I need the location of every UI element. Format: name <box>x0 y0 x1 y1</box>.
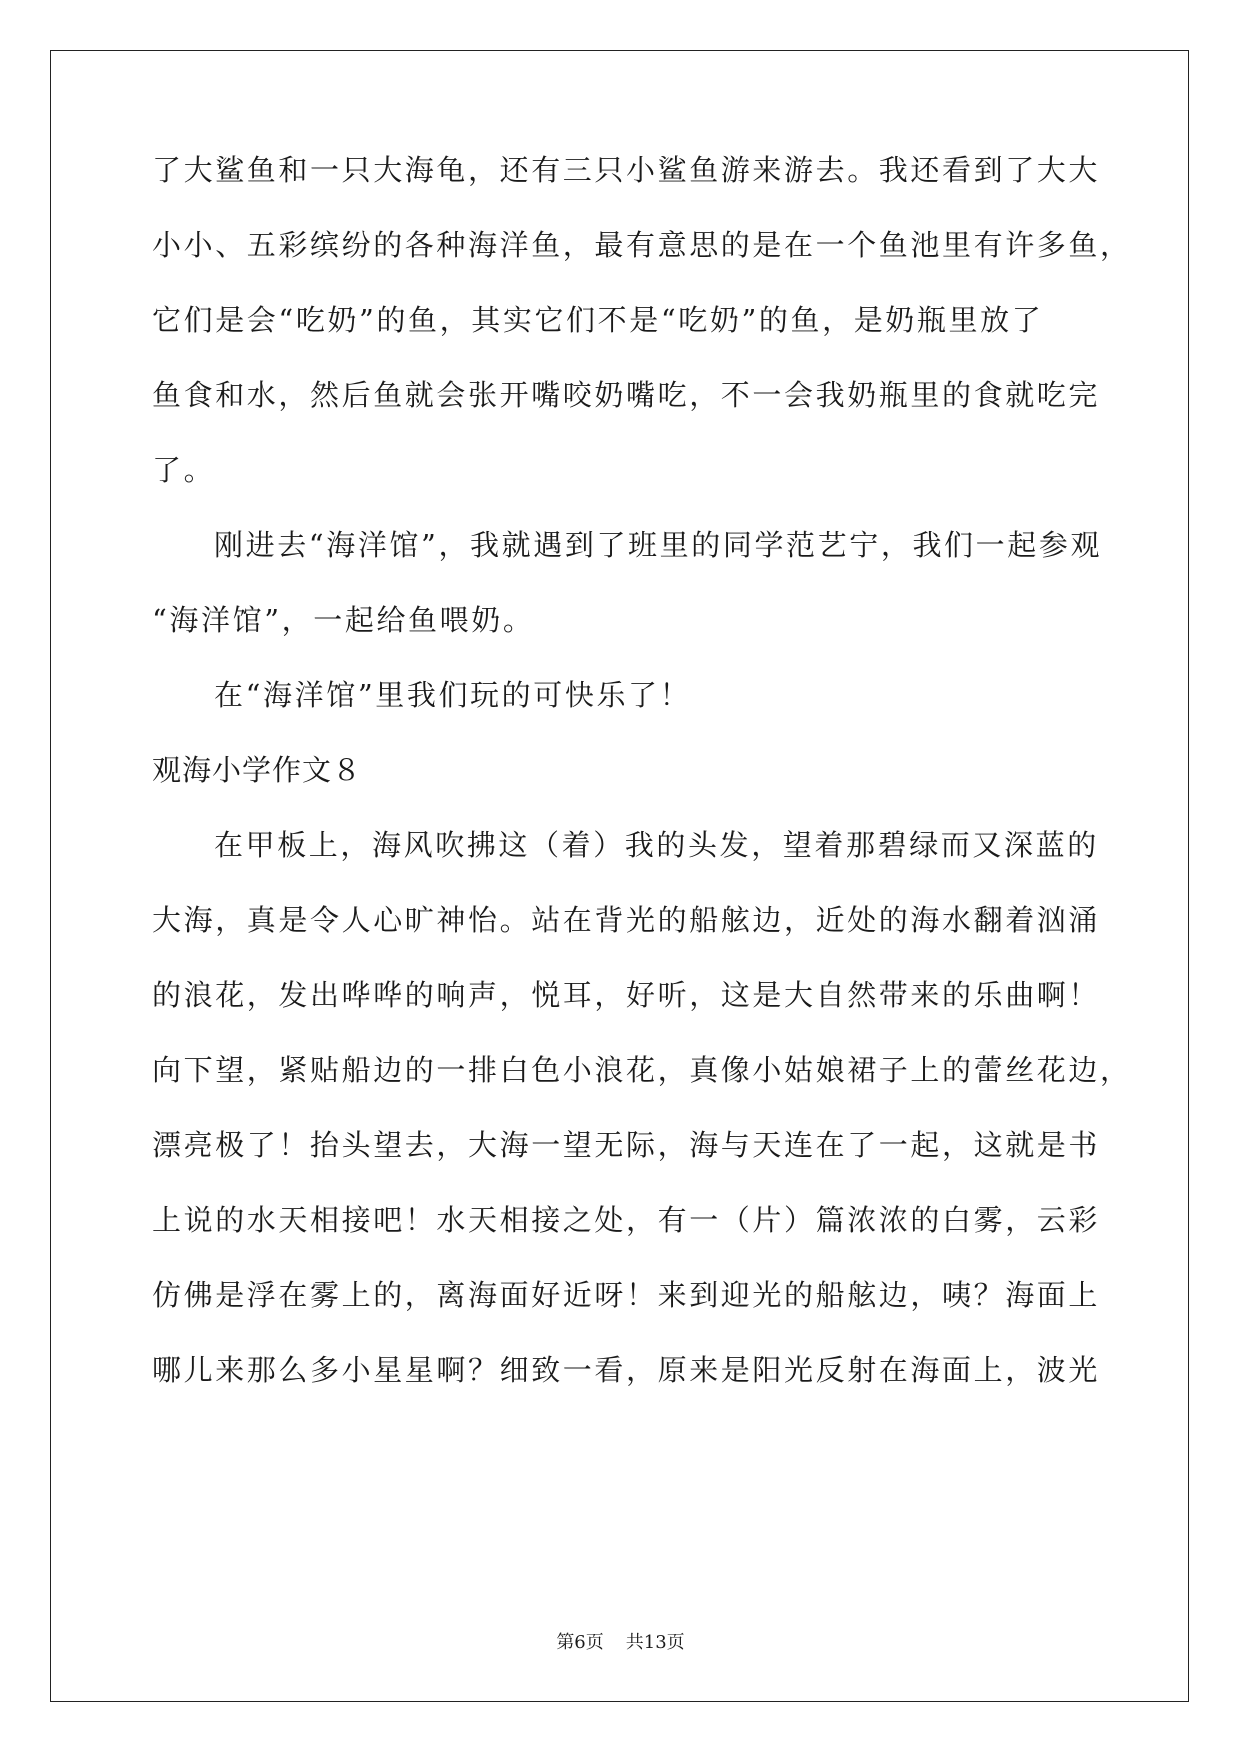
text-line: 哪儿来那么多小星星啊？细致一看，原来是阳光反射在海面上，波光 <box>152 1353 1101 1387</box>
page-border <box>50 50 1189 1702</box>
text-line: 漂亮极了！抬头望去，大海一望无际，海与天连在了一起，这就是书 <box>152 1128 1101 1162</box>
paragraph-start: 刚进去“海洋馆”，我就遇到了班里的同学范艺宁，我们一起参观 <box>214 528 1103 562</box>
text-line: 上说的水天相接吧！水天相接之处，有一（片）篇浓浓的白雾，云彩 <box>152 1203 1101 1237</box>
text-line: 鱼食和水，然后鱼就会张开嘴咬奶嘴吃，不一会我奶瓶里的食就吃完 <box>152 378 1101 412</box>
text-line: 小小、五彩缤纷的各种海洋鱼，最有意思的是在一个鱼池里有许多鱼， <box>152 228 1132 262</box>
text-line: 它们是会“吃奶”的鱼，其实它们不是“吃奶”的鱼，是奶瓶里放了 <box>152 303 1044 337</box>
text-line: 大海，真是令人心旷神怡。站在背光的船舷边，近处的海水翻着汹涌 <box>152 903 1101 937</box>
paragraph-start: 在甲板上，海风吹拂这（着）我的头发，望着那碧绿而又深蓝的 <box>214 828 1099 862</box>
text-line: 仿佛是浮在雾上的，离海面好近呀！来到迎光的船舷边，咦？海面上 <box>152 1278 1101 1312</box>
page-footer <box>0 1631 1241 1655</box>
page-number: 第6页 <box>556 1632 604 1653</box>
text-line: 了。 <box>152 453 216 487</box>
text-line: “海洋馆”，一起给鱼喂奶。 <box>152 603 535 637</box>
text-line: 了大鲨鱼和一只大海龟，还有三只小鲨鱼游来游去。我还看到了大大 <box>152 153 1101 187</box>
page-total: 共13页 <box>625 1632 685 1653</box>
text-line: 的浪花，发出哗哗的响声，悦耳，好听，这是大自然带来的乐曲啊！ <box>152 978 1101 1012</box>
text-line: 向下望，紧贴船边的一排白色小浪花，真像小姑娘裙子上的蕾丝花边， <box>152 1053 1132 1087</box>
paragraph-start: 在“海洋馆”里我们玩的可快乐了！ <box>214 678 692 712</box>
section-heading: 观海小学作文８ <box>152 753 363 787</box>
